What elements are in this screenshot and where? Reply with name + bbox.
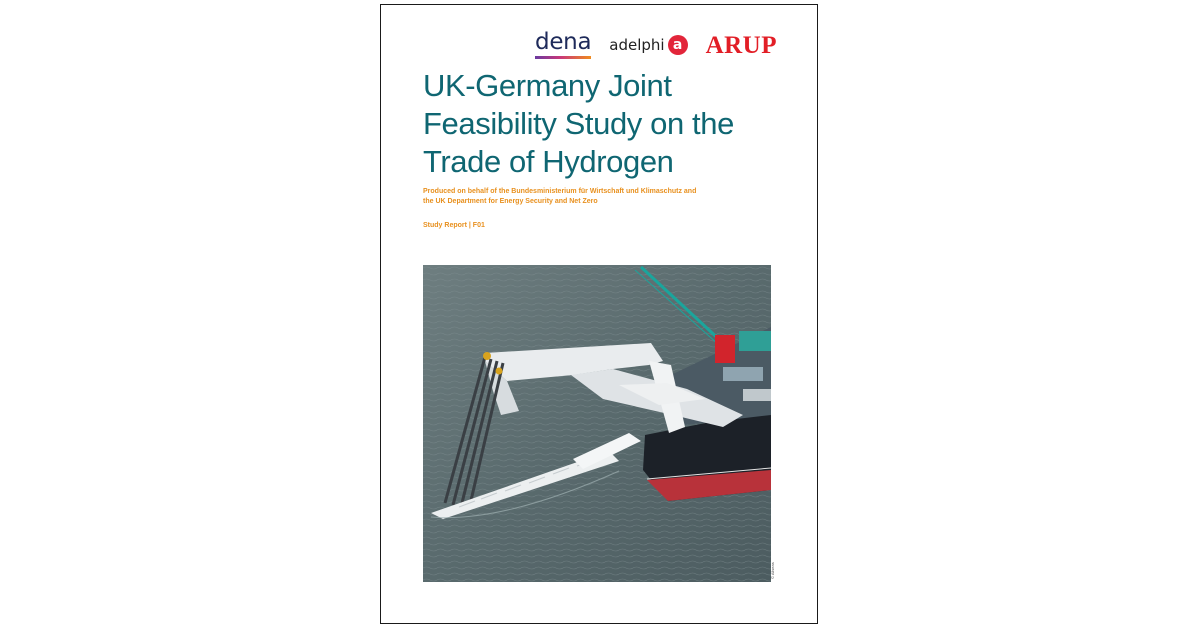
title-line-1: UK-Germany Joint	[423, 68, 672, 103]
dena-logo	[535, 31, 591, 59]
subtitle-line-2: the UK Department for Energy Security and Net Zero	[423, 198, 598, 205]
photo-credit: © Allseas	[770, 562, 775, 579]
partner-logos	[535, 31, 777, 59]
dena-logo-underline	[535, 56, 591, 59]
deck-cargo-teal	[739, 331, 771, 351]
title-line-2: Feasibility Study on the	[423, 106, 734, 141]
dena-logo-text: dena	[535, 29, 592, 55]
pulley-2	[496, 368, 503, 375]
adelphi-logo	[609, 35, 687, 55]
report-title	[423, 67, 783, 181]
adelphi-logo-mark: a	[668, 35, 688, 55]
pulley-1	[483, 352, 491, 360]
report-subtitle	[423, 187, 753, 207]
title-line-3: Trade of Hydrogen	[423, 144, 674, 179]
deck-cargo-light	[743, 389, 771, 401]
deck-red-crane-base	[715, 335, 735, 363]
report-cover-page	[380, 4, 818, 624]
adelphi-logo-text: adelphi	[609, 36, 665, 54]
report-label: Study Report | F01	[423, 222, 485, 229]
subtitle-line-1: Produced on behalf of the Bundesministerium für Wirtschaft und Klimaschutz and	[423, 188, 697, 195]
pipelay-vessel-illustration	[423, 265, 771, 582]
arup-logo: ARUP	[705, 31, 777, 59]
deck-cargo-grey	[723, 367, 763, 381]
cover-photo-pipelay-vessel	[423, 265, 771, 582]
